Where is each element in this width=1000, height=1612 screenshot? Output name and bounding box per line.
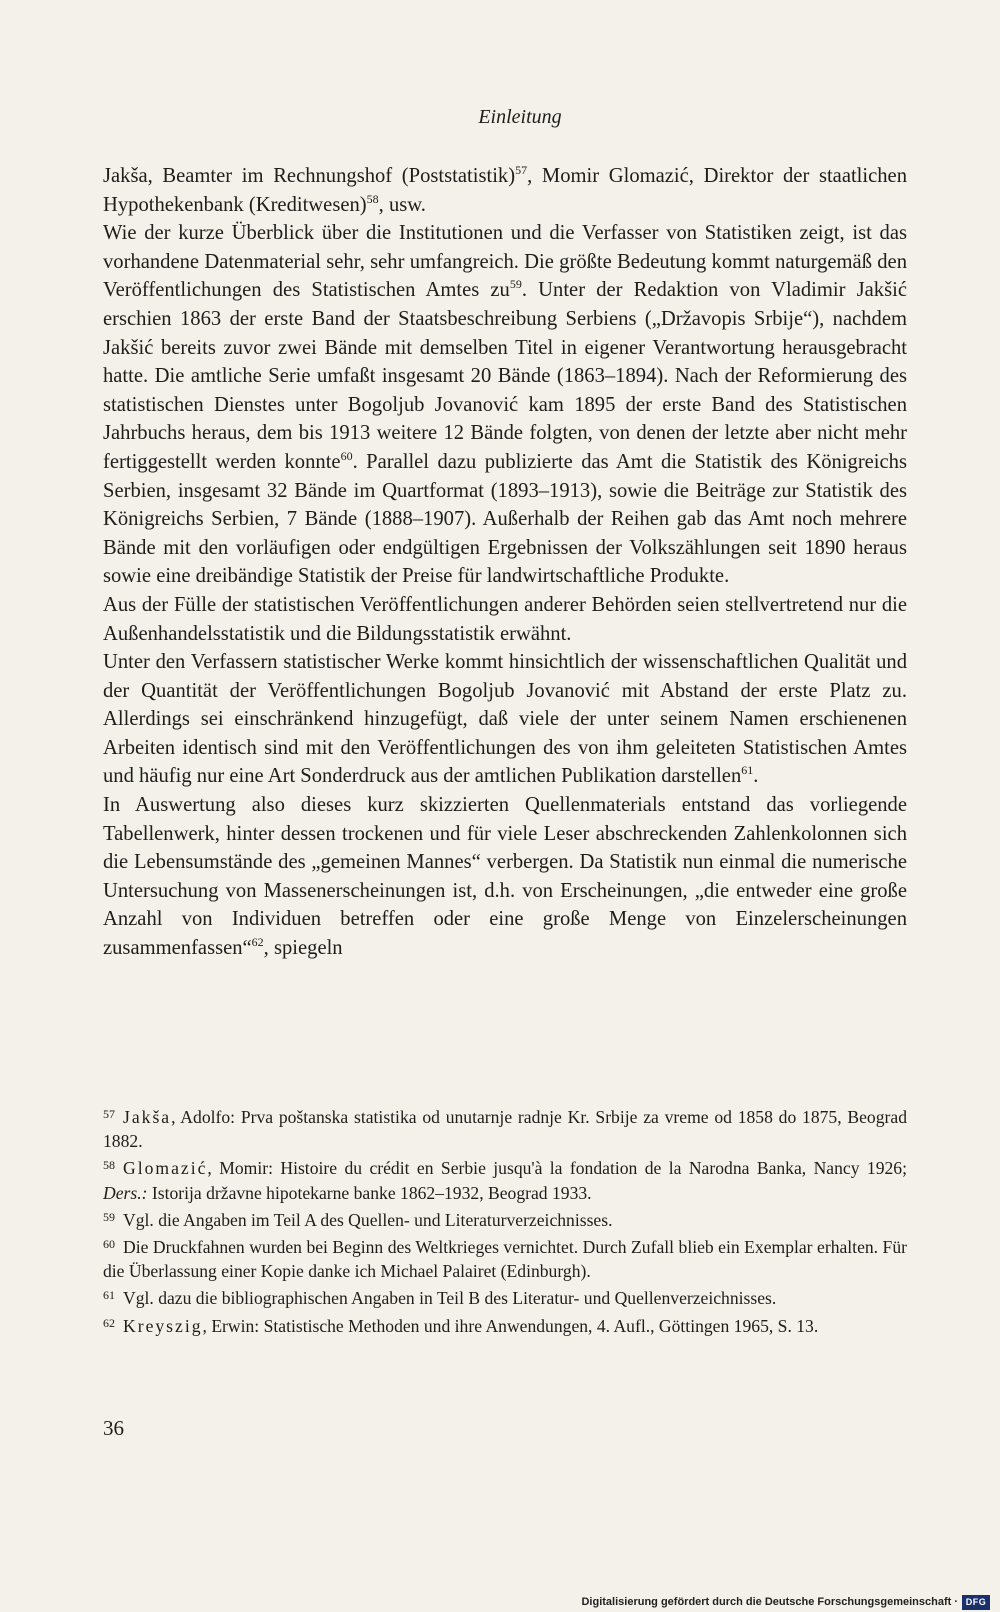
footnote-62 bbox=[103, 1311, 907, 1338]
text-run: Unter den Verfassern statistischer Werke kommt hinsichtlich der wissenschaftlichen Qualität und der Quantität der Veröffentlichungen Bogoljub Jovanović mit Abstand der erste Platz zu. Allerdings sei einschränkend hinzugefügt, daß viele der unter seinem Namen erschienenen Arbeiten identisch sind mit den Veröffentlichungen des von ihm geleiteten Statistischen Amtes und häufig nur eine Art Sonderdruck aus der amtlichen Publikation darstellen bbox=[103, 651, 907, 788]
text-run: . bbox=[753, 765, 759, 788]
footnote-60 bbox=[103, 1232, 907, 1283]
footnote-ref[interactable]: 58 bbox=[366, 191, 379, 206]
footnote-author: Jakša bbox=[123, 1107, 172, 1127]
running-head: Einleitung bbox=[478, 106, 562, 128]
paragraph-5 bbox=[103, 791, 907, 963]
footnote-57 bbox=[103, 1102, 907, 1153]
footnote-number: 61 bbox=[103, 1288, 115, 1303]
dfg-logo: DFG bbox=[962, 1595, 990, 1610]
footnote-ref[interactable]: 57 bbox=[515, 163, 528, 177]
footnote-text: , Momir: Histoire du crédit en Serbie jusqu'à la fondation de la Narodna Banka, Nancy 1926; bbox=[207, 1158, 907, 1179]
footnote-ref[interactable]: 59 bbox=[509, 277, 522, 292]
text-run: Wie der kurze Überblick über die Institutionen und die Verfasser von Statistiken zeigt, ist das vorhandene Datenmaterial sehr, sehr umfangreich. Die größte Bedeutung kommt naturgemäß den Veröffentlichungen des Statistischen Amtes zu bbox=[103, 222, 907, 302]
footnote-ref[interactable]: 61 bbox=[741, 763, 754, 778]
text-run: . Parallel dazu publizierte das Amt die Statistik des Königreichs Serbien, insgesamt 32 Bände im Quartformat (1893–1913), sowie die Beiträge zur Statistik des Königreichs Serbien, 7 Bände (1888–1907). Außerhalb der Reihen gab das Amt noch mehrere Bände mit den vorläufigen oder endgültigen Ergebnissen der Volkszählungen seit 1890 heraus sowie eine dreibändige Statistik der Preise für landwirtschaftliche Produkte. bbox=[103, 450, 907, 588]
footnote-number: 58 bbox=[103, 1158, 115, 1173]
text-run: , spiegeln bbox=[263, 937, 343, 960]
footnote-author: Kreyszig bbox=[123, 1315, 203, 1336]
text-run: , usw. bbox=[378, 193, 426, 216]
footnote-text: Istorija državne hipotekarne banke 1862–1932, Beograd 1933. bbox=[147, 1182, 592, 1203]
footnote-number: 57 bbox=[103, 1107, 115, 1121]
footnote-text: Vgl. dazu die bibliographischen Angaben in Teil B des Literatur- und Quellenverzeichnisses. bbox=[123, 1288, 777, 1309]
footnote-ref[interactable]: 60 bbox=[340, 448, 353, 463]
footnote-text: , Adolfo: Prva poštanska statistika od unutarnje radnje Kr. Srbije za vreme od 1858 do 1875, Beograd 1882. bbox=[103, 1107, 907, 1152]
footnote-number: 59 bbox=[103, 1209, 115, 1224]
footnote-59 bbox=[103, 1205, 907, 1232]
paragraph-1 bbox=[103, 162, 907, 219]
text-run: Jakša, Beamter im Rechnungshof (Poststatistik) bbox=[103, 165, 516, 187]
footnote-author: Glomazić bbox=[123, 1158, 208, 1179]
footnote-text: Die Druckfahnen wurden bei Beginn des Weltkrieges vernichtet. Durch Zufall blieb ein Exemplar erhalten. Für die Überlassung einer Kopie danke ich Michael Palairet (Edinburgh). bbox=[103, 1237, 907, 1282]
footnote-ders: Ders.: bbox=[103, 1182, 148, 1203]
text-run: , Momir Glomazić, Direktor der staatlichen Hypothekenbank (Kreditwesen) bbox=[103, 165, 907, 216]
text-run: In Auswertung also dieses kurz skizzierten Quellenmaterials entstand das vorliegende Tabellenwerk, hinter dessen trockenen und für viele Leser abschreckenden Zahlenkolonnen sich die Lebensumstände des „gemeinen Mannes“ verbergen. Da Statistik nun einmal die numerische Untersuchung von Massenerscheinungen ist, d.h. von Erscheinungen, „die entweder eine große Anzahl von Individuen betreffen oder eine große Menge von Einzelerscheinungen zusammenfassen“ bbox=[103, 794, 907, 960]
page-number: 36 bbox=[103, 1416, 124, 1440]
text-run: . Unter der Redaktion von Vladimir Jakšić erschien 1863 der erste Band der Staatsbeschreibung Serbiens („Državopis Srbije“), nachdem Jakšić bereits zuvor zwei Bände mit demselben Titel in eigener Verantwortung herausgebracht hatte. Die amtliche Serie umfaßt insgesamt 20 Bände (1863–1894). Nach der Reformierung des statistischen Dienstes unter Bogoljub Jovanović kam 1895 der erste Band des Statistischen Jahrbuchs heraus, dem bis 1913 weitere 12 Bände folgten, von denen der letzte aber nicht mehr fertiggestellt werden konnte bbox=[103, 279, 907, 473]
footnotes bbox=[103, 1102, 907, 1338]
footnote-58 bbox=[103, 1153, 907, 1204]
footnote-number: 62 bbox=[103, 1315, 115, 1330]
footnote-text: , Erwin: Statistische Methoden und ihre Anwendungen, 4. Aufl., Göttingen 1965, S. 13. bbox=[202, 1315, 819, 1336]
footnote-number: 60 bbox=[103, 1237, 115, 1252]
main-text bbox=[103, 162, 907, 963]
paragraph-2 bbox=[103, 219, 907, 591]
footnote-ref[interactable]: 62 bbox=[251, 935, 264, 950]
digitization-credit: Digitalisierung gefördert durch die Deutsche Forschungsgemeinschaft · bbox=[581, 1596, 958, 1608]
paragraph-4 bbox=[103, 648, 907, 791]
footnote-61 bbox=[103, 1283, 907, 1310]
footnote-text: Vgl. die Angaben im Teil A des Quellen- und Literaturverzeichnisses. bbox=[123, 1209, 613, 1230]
paragraph-3: Aus der Fülle der statistischen Veröffentlichungen anderer Behörden seien stellvertretend nur die Außenhandelsstatistik und die Bildungsstatistik erwähnt. bbox=[103, 593, 907, 645]
